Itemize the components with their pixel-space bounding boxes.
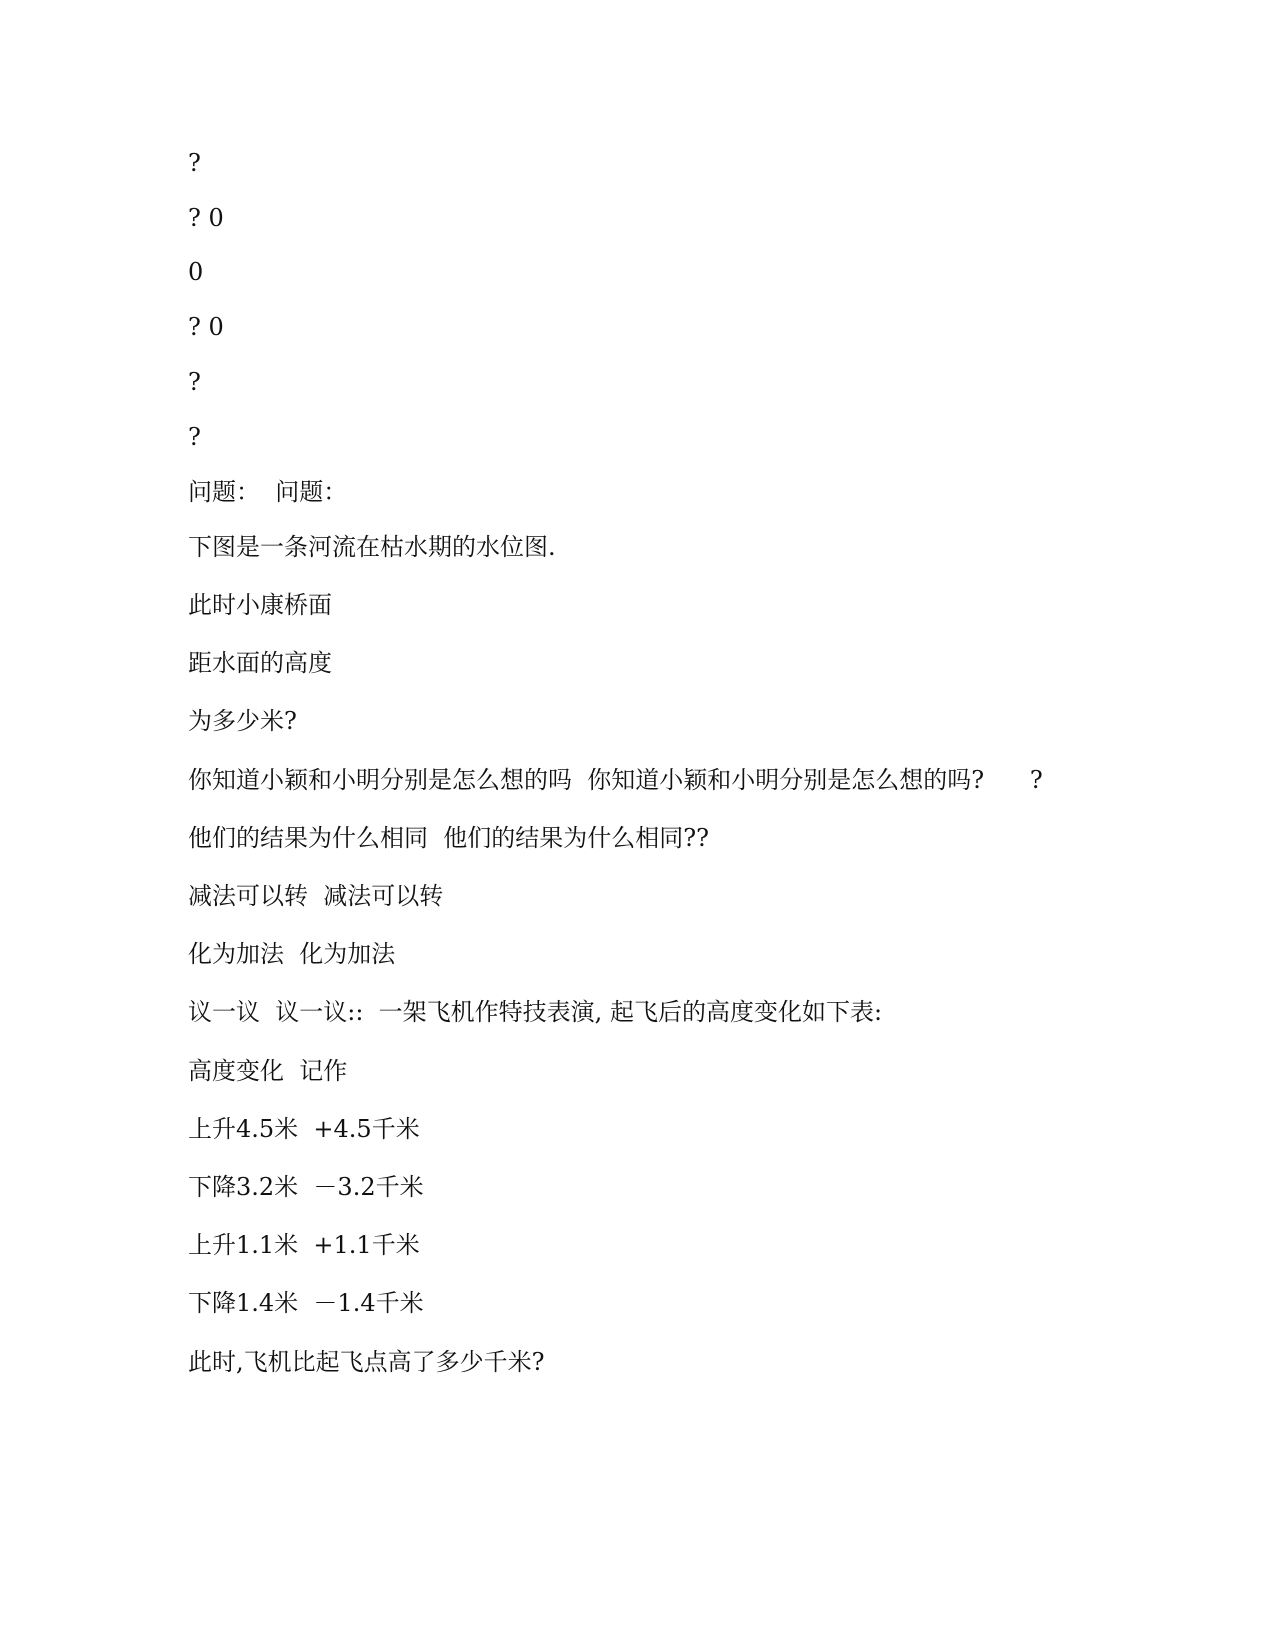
text-line-question-mark-3: ? (188, 423, 201, 451)
text-line-question-zero-2: ? 0 (188, 313, 224, 341)
table-header-row: 高度变化 记作 (188, 1057, 348, 1085)
subtraction-note-1: 减法可以转 减法可以转 (188, 882, 444, 910)
table-row-1: 上升4.5米 +4.5千米 (188, 1115, 420, 1143)
question-heading: 问题： 问题： (188, 478, 348, 506)
thinking-question: 你知道小颖和小明分别是怎么想的吗 你知道小颖和小明分别是怎么想的吗? ? (188, 766, 1043, 794)
text-line-question-mark: ? (188, 149, 201, 177)
subtraction-note-2: 化为加法 化为加法 (188, 940, 396, 968)
same-result-question: 他们的结果为什么相同 他们的结果为什么相同?? (188, 824, 709, 852)
problem-line-1: 此时小康桥面 (188, 591, 332, 619)
text-line-question-mark-2: ? (188, 368, 201, 396)
discussion-prompt: 议一议 议一议:: 一架飞机作特技表演, 起飞后的高度变化如下表: (188, 998, 883, 1026)
problem-line-2: 距水面的高度 (188, 649, 332, 677)
table-row-4: 下降1.4米 －1.4千米 (188, 1289, 424, 1317)
problem-intro: 下图是一条河流在枯水期的水位图. (188, 533, 556, 561)
table-row-3: 上升1.1米 +1.1千米 (188, 1231, 420, 1259)
table-row-2: 下降3.2米 －3.2千米 (188, 1173, 424, 1201)
text-line-question-zero: ? 0 (188, 204, 224, 232)
text-line-zero: 0 (188, 258, 204, 286)
problem-line-3: 为多少米? (188, 707, 297, 735)
final-question: 此时,飞机比起飞点高了多少千米? (188, 1348, 545, 1376)
